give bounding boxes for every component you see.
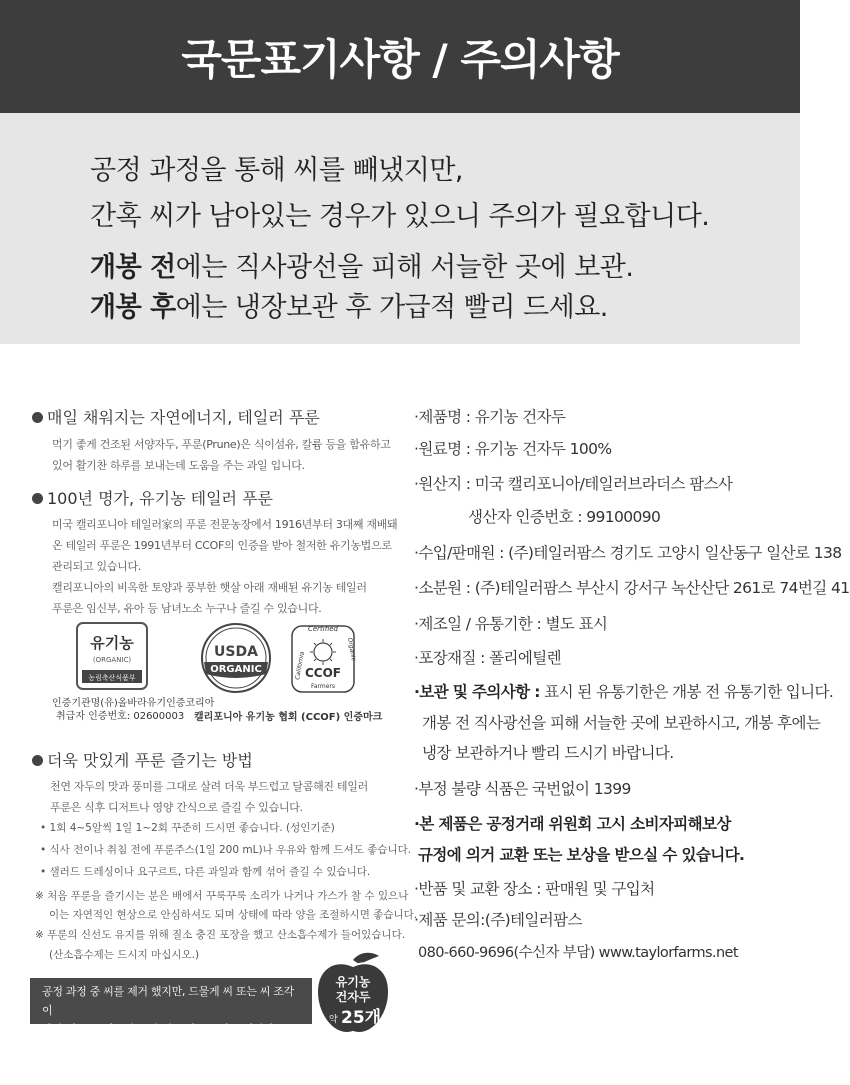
info-origin: ·원산지 : 미국 캘리포니아/테일러브라더스 팜스사 [414,475,733,493]
info-product-name: ·제품명 : 유기농 건자두 [414,408,566,426]
section-title-enjoy [32,748,253,771]
section-title-text: 100년 명가, 유기농 테일러 푸룬 [47,489,273,508]
ccof-center-text: CCOF [304,666,342,680]
ccof-certified-icon [290,620,356,696]
info-contact: 080-660-9696(수신자 부담) www.taylorfarms.net [418,945,738,961]
usda-organic-icon [200,622,272,694]
korean-mark-ministry: 농림축산식품부 [88,674,136,682]
body-line: 천연 자두의 맛과 풍미를 그대로 살려 더욱 부드럽고 달콤해진 테일러 [50,780,368,793]
body-line: 푸룬은 임신부, 유아 등 남녀노소 누구나 즐길 수 있습니다. [52,602,322,615]
badge-count: 25개 [341,1008,382,1028]
tip-item: • 식사 전이나 취침 전에 푸룬주스(1일 200 mL)나 우유와 함께 드셔도 좋습니다. [40,844,412,856]
korean-cert-label-1: 인증기관명(유)올바라유기인증코리아 [52,698,215,709]
info-returns: ·반품 및 교환 장소 : 판매원 및 구입처 [414,880,655,898]
info-ingredients: ·원료명 : 유기농 건자두 100% [414,440,612,458]
section-title-heritage [32,486,273,509]
notice-line-3-text: 에는 직사광선을 피해 서늘한 곳에 보관. [175,252,634,283]
info-packaging: ·포장재질 : 폴리에틸렌 [414,649,561,667]
badge-prefix: 약 [329,1015,338,1025]
notice-line-2: 간혹 씨가 남아있는 경우가 있으니 주의가 필요합니다. [90,201,710,232]
body-line: 관리되고 있습니다. [52,560,142,573]
section-title-text: 더욱 맛있게 푸룬 즐기는 방법 [47,751,253,770]
notice-panel [0,113,800,344]
badge-line-2: 건자두 [335,990,371,1004]
body-line: 먹기 좋게 건조된 서양자두, 푸룬(Prune)은 식이섬유, 칼륨 등을 함유하고 [52,438,391,451]
badge-line-1: 유기농 [335,975,371,989]
section-body-heritage [52,514,402,619]
bullet-icon [32,412,43,423]
notice-before-open: 개봉 전 [90,252,176,283]
section-title-energy [32,405,320,428]
note-item: ※ 푸룬의 신선도 유지를 위해 질소 충진 포장을 했고 산소흡수제가 들어있습니다. [35,929,406,941]
ccof-bottom-text: Farmers [310,683,336,690]
info-report: ·부정 불량 식품은 국번없이 1399 [414,780,631,798]
korean-cert-label-2: 취급자 인증번호: 02600003 [56,711,185,722]
seed-warning-box [30,978,312,1036]
korean-organic-mark-icon [76,622,148,690]
tip-item: • 샐러드 드레싱이나 요구르트, 다른 과일과 함께 섞어 즐길 수 있습니다. [40,866,371,878]
section-title-text: 매일 채워지는 자연에너지, 테일러 푸룬 [47,408,320,427]
note-item: (산소흡수제는 드시지 마십시오.) [49,949,200,961]
ccof-label: 캘리포니아 유기농 협회 (CCOF) 인증마크 [194,712,383,723]
ccof-right-text: Organic [346,637,357,662]
warning-line: 공정 과정 중 씨를 제거 했지만, 드물게 씨 또는 씨 조각이 [42,985,295,1017]
body-line: 미국 캘리포니아 테일러家의 푸룬 전문농장에서 1916년부터 3대째 재배돼 [52,518,398,531]
body-line: 캘리포니아의 비옥한 토양과 풍부한 햇살 아래 재배된 유기농 테일러 [52,581,367,594]
section-body-enjoy [50,776,400,818]
body-line: 푸룬은 식후 디저트나 영양 간식으로 즐길 수 있습니다. [50,801,303,814]
quantity-badge-icon [315,950,391,1040]
info-importer: ·수입/판매원 : (주)테일러팜스 경기도 고양시 일산동구 일산로 138 [414,544,842,562]
note-item: 이는 자연적인 현상으로 안심하셔도 되며 상태에 따라 양을 조절하시면 좋습니다. [49,909,418,921]
page-title: 국문표기사항 / 주의사항 [181,34,619,84]
info-storage: ·보관 및 주의사항 : 표시 된 유통기한은 개봉 전 유통기한 입니다. [414,683,834,701]
info-dates: ·제조일 / 유통기한 : 별도 표시 [414,615,608,633]
body-line: 있어 활기찬 하루를 보내는데 도움을 주는 과일 입니다. [52,459,305,472]
korean-mark-title: 유기농 [90,634,134,652]
section-body-energy [52,434,402,476]
notice-line-1: 공정 과정을 통해 씨를 빼냈지만, [90,155,463,186]
usda-bottom-text: ORGANIC [210,664,262,675]
bullet-icon [32,755,43,766]
note-item: ※ 처음 푸룬을 즐기시는 분은 배에서 꾸룩꾸룩 소리가 나거나 가스가 찰 수 있으나 [35,890,409,902]
notice-after-open: 개봉 후 [90,292,176,323]
bullet-icon [32,493,43,504]
info-compensation-2: 규정에 의거 교환 또는 보상을 받으실 수 있습니다. [418,846,745,864]
body-line: 온 테일러 푸룬은 1991년부터 CCOF의 인증을 받아 철저한 유기농법으로 [52,539,392,552]
ccof-left-text: California [294,650,306,681]
notice-line-4 [90,285,608,324]
korean-mark-sub: (ORGANIC) [92,656,132,664]
tip-item: • 1회 4~5알씩 1일 1~2회 꾸준히 드시면 좋습니다. (성인기준) [40,822,335,834]
info-inquiry: ·제품 문의:(주)테일러팜스 [414,911,582,929]
notice-line-3 [90,245,633,284]
info-producer-cert: 생산자 인증번호 : 99100090 [468,508,661,526]
info-storage-3: 냉장 보관하거나 빨리 드시기 바랍니다. [422,744,674,762]
ccof-top-text: Certified [307,625,339,633]
info-storage-2: 개봉 전 직사광선을 피해 서늘한 곳에 보관하시고, 개봉 후에는 [422,714,821,732]
info-repacker: ·소분원 : (주)테일러팜스 부산시 강서구 녹산산단 261로 74번길 41 [414,579,850,597]
warning-line: 남아 있을 수 있으니 드실 때 주의를 부탁 드립니다. [42,1023,278,1036]
header-bar [0,0,800,113]
info-compensation: ·본 제품은 공정거래 위원회 고시 소비자피해보상 [414,815,731,833]
notice-line-4-text: 에는 냉장보관 후 가급적 빨리 드세요. [175,292,608,323]
usda-top-text: USDA [214,644,258,660]
